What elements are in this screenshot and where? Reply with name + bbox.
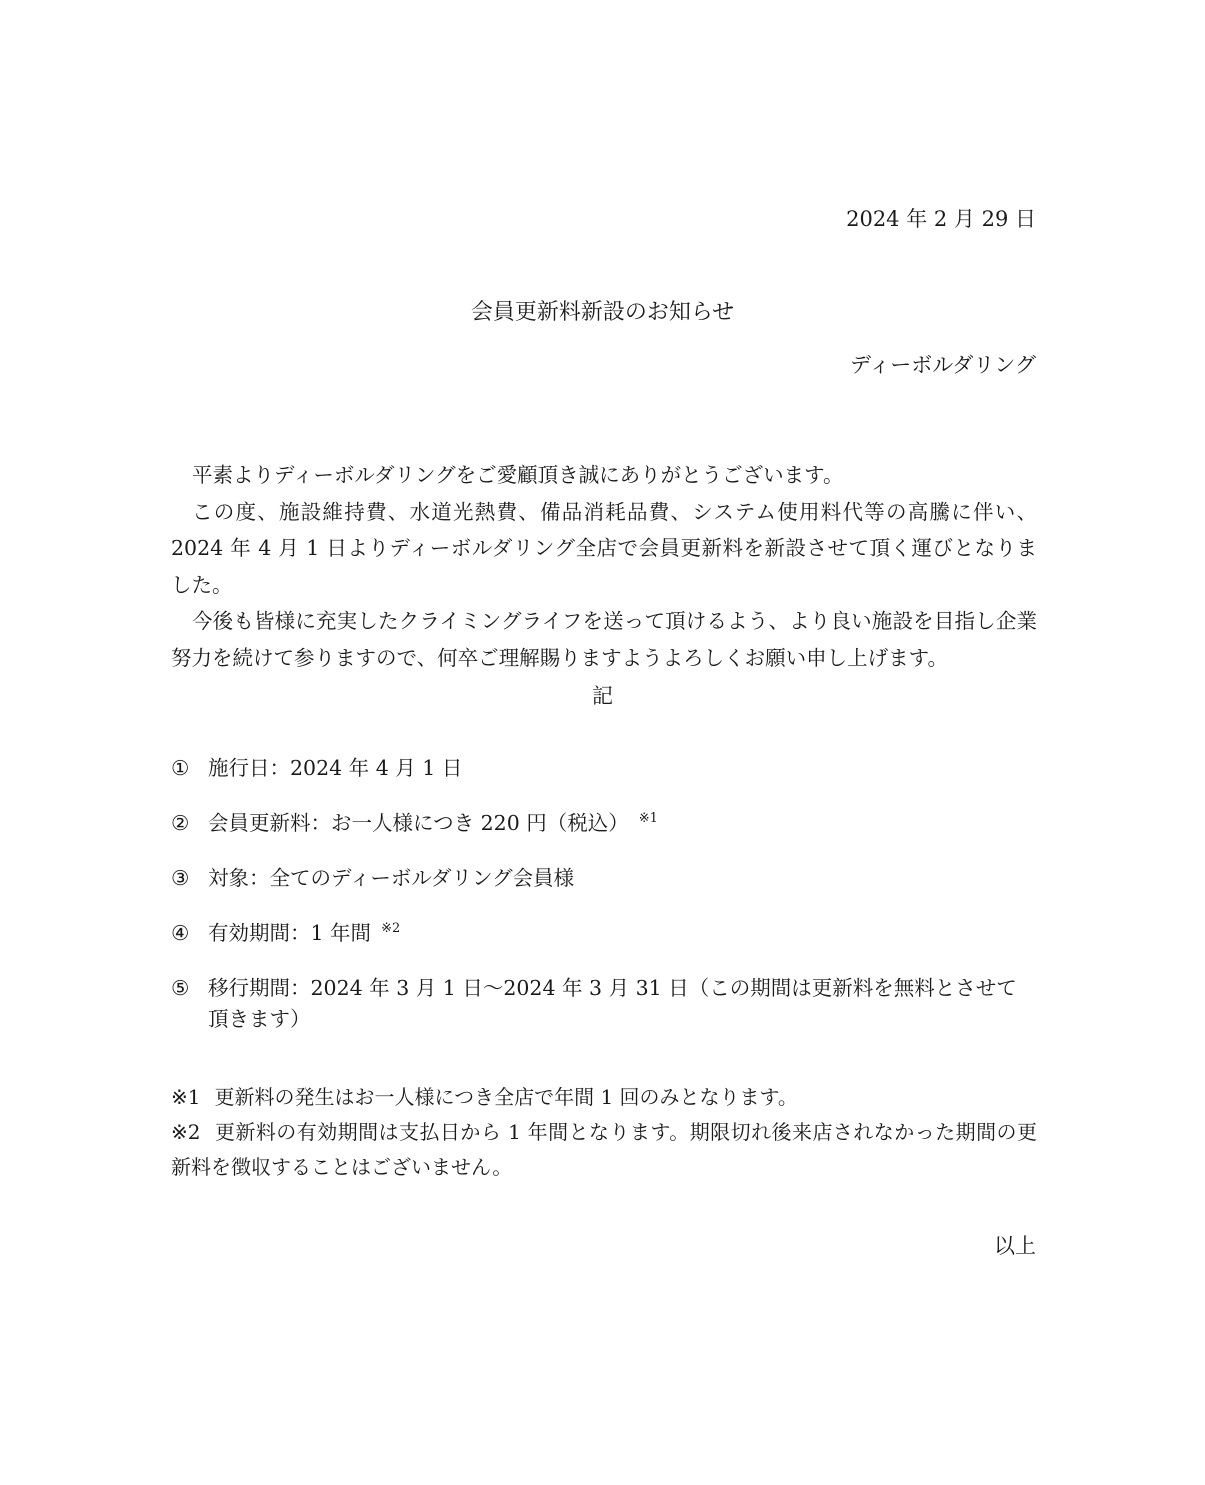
item-number: ③ [171, 866, 190, 890]
footnote-mark: ※1 [171, 1085, 201, 1109]
body-paragraph: 今後も皆様に充実したクライミングライフを送って頂けるよう、より良い施設を目指し企業努力を続けて参りますので、何卒ご理解賜りますようよろしくお願い申し上げます。 [171, 609, 1037, 670]
body-text [171, 457, 1037, 676]
item-number: ④ [171, 921, 190, 945]
details-list [171, 753, 1037, 1059]
footnote-text: 更新料の発生はお一人様につき全店で年間 1 回のみとなります。 [214, 1085, 798, 1109]
list-item [171, 808, 1037, 839]
document-title: 会員更新料新設のお知らせ [470, 300, 735, 325]
item-text: 対象：全てのディーボルダリング会員様 [208, 866, 575, 890]
list-item [171, 973, 1037, 1035]
body-paragraph: この度、施設維持費、水道光熱費、備品消耗品費、システム使用料代等の高騰に伴い、2024 年 4 月 1 日よりディーボルダリング全店で会員更新料を新設させて頂く運びとなりました。 [171, 499, 1037, 597]
footnotes [171, 1080, 1037, 1185]
document-date: 2024 年 2 月 29 日 [846, 207, 1036, 231]
footnote-ref: ※2 [381, 921, 401, 936]
item-text: 有効期間：1 年間 [208, 921, 372, 945]
closing-text: 以上 [994, 1234, 1036, 1258]
item-number: ② [171, 811, 190, 835]
footnote [171, 1080, 1037, 1115]
body-paragraph: 平素よりディーボルダリングをご愛顧頂き誠にありがとうございます。 [192, 463, 844, 487]
list-item [171, 753, 1037, 784]
item-text: 会員更新料：お一人様につき 220 円（税込） [208, 811, 629, 835]
item-text: 施行日：2024 年 4 月 1 日 [208, 756, 463, 780]
footnote-mark: ※2 [171, 1120, 201, 1144]
item-number: ① [171, 756, 190, 780]
sender-name: ディーボルダリング [849, 353, 1036, 377]
list-item [171, 918, 1037, 949]
footnote-text: 更新料の有効期間は支払日から 1 年間となります。期限切れ後来店されなかった期間の更新料を徴収することはございません。 [171, 1120, 1037, 1179]
item-text: 移行期間：2024 年 3 月 1 日～2024 年 3 月 31 日（この期間は更新料を無料とさせて頂きます） [208, 976, 1017, 1031]
list-item [171, 863, 1037, 894]
item-number: ⑤ [171, 976, 190, 1000]
ki-heading: 記 [592, 684, 613, 708]
footnote [171, 1115, 1037, 1185]
footnote-ref: ※1 [638, 811, 658, 826]
